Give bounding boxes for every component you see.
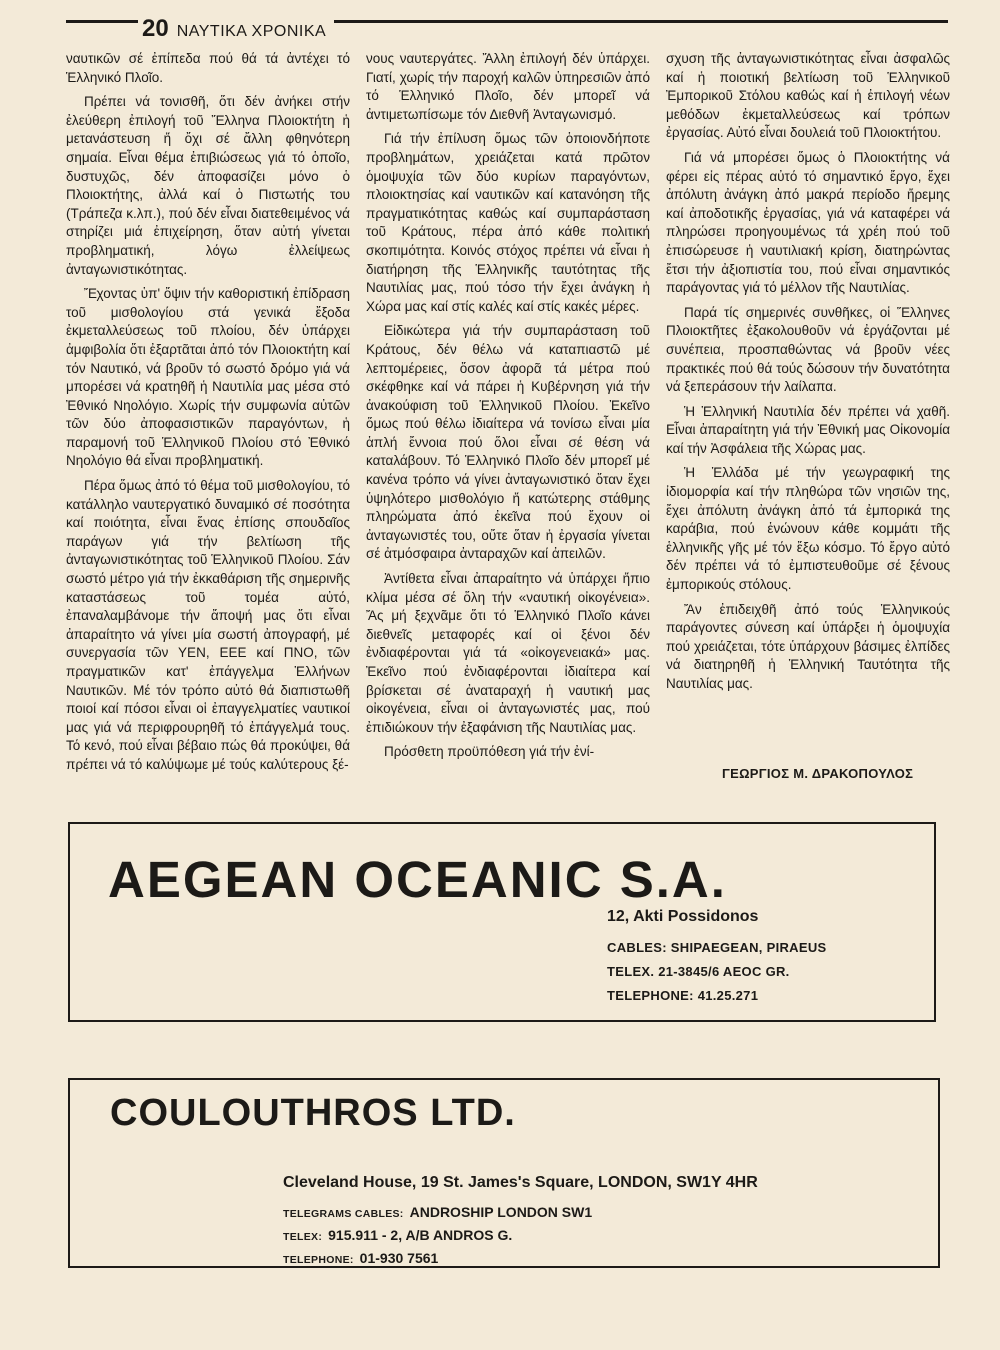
cables-line: CABLES: SHIPAEGEAN, PIRAEUS	[607, 940, 827, 955]
paragraph: Γιά νά μπορέσει ὅμως ὁ Πλοιοκτήτης νά φέρει εἰς πέρας αὐτό τό σημαντικό ἔργο, ἔχει ἀπόλυτη ἀνάγκη ἀπό μακρά περίοδο ἤρεμης καί ἀποδοτικῆς ἐργασίας, γιά νά καταφέρει νά πληρώσει προηγουμένως τά χρέη πού τοῦ ἐπισώρευσε ἡ ναυτιλιακή κρίση, διατηρώντας ἔτσι τήν ἀξιοπιστία του, πού εἶναι σημαντικός παράγοντας γιά τό μέλλον τῆς Ναυτιλίας.	[666, 149, 950, 296]
company-address: Cleveland House, 19 St. James's Square, LONDON, SW1Y 4HR	[283, 1174, 758, 1191]
advertisement-aegean-oceanic	[68, 822, 936, 1022]
telegrams-line	[283, 1204, 592, 1222]
paragraph: Ἀντίθετα εἶναι ἀπαραίτητο νά ὑπάρχει ἤπιο κλίμα μέσα σέ ὅλη τήν «ναυτική οἰκογένεια». Ἄς μή ξεχνᾶμε ὅτι τό Ἑλληνικό Πλοῖο κάνει διεθνεῖς μεταφορές καί οἱ ξένοι δέν ἐνδιαφέρονται γιά τά «οἰκογενειακά» μας. Ἐκεῖνο πού ἐνδιαφέρονται ἰδιαίτερα καί βρίσκεται σέ ἀναταραχή ἡ ναυτική μας οἰκογένεια, εἶναι οἱ ἀνταγωνιστές μας, πού ἐπιδιώκουν τήν ἐξαφάνιση τῆς Ναυτιλίας μας.	[366, 571, 650, 735]
telegrams-label: TELEGRAMS CABLES:	[283, 1208, 404, 1220]
paragraph: Γιά τήν ἐπίλυση ὅμως τῶν ὁποιονδήποτε προβλημάτων, χρειάζεται κατά πρῶτον ὁμοψυχία τῶν δύο κυρίων παραγόντων, πλοιοκτησίας καί ναυτικῶν καί κατανόηση τῆς πραγματικότητας καθώς καί συμπαράσταση τοῦ Κράτους, πέρα ἀπό κάθε πολιτική σκοπιμότητα. Κοινός στόχος πρέπει νά εἶναι ἡ διατήρηση τῆς Ἑλληνικῆς ταυτότητας τῆς Ναυτιλίας μας, πού τόσο τήν ἔχει ἀνάγκη ἡ Χώρα μας καί στίς καλές καί στίς κακές μέρες.	[366, 131, 650, 314]
paragraph: Εἰδικώτερα γιά τήν συμπαράσταση τοῦ Κράτους, δέν θέλω νά καταπιαστῶ μέ λεπτομέρειες, ὅσον ἀφορᾶ τά μέτρα πού σκέφθηκε καί νά πάρει ἡ Κυβέρνηση γιά τήν ἀνακούφιση τοῦ Ἑλληνικοῦ Πλοίου. Ἐκεῖνο ὅμως πού θέλω ἰδιαίτερα νά τονίσω εἶναι μία ἁπλή ἔννοια πού ὅλοι εἶναι σέ θέση νά καταλάβουν. Τό Ἑλληνικό Πλοῖο δέν μπορεῖ μέ κανένα τρόπο νά γίνει ἀνταγωνιστικό ὅταν ἔχει ὑψηλότερο μισθολόγιο ἤ κατώτερης στάθμης πληρώματα ἀπό ἐκεῖνα πού ἔχουν οἱ ἀνταγωνιστές του, οὔτε ὅταν ἡ ἐργασία γίνεται σέ ἀτμόσφαιρα ἀνταραχῶν καί ἀπειλῶν.	[366, 323, 650, 562]
telex-line	[283, 1227, 512, 1245]
page-number: 20	[142, 15, 169, 42]
article-column-3	[666, 50, 950, 700]
paragraph: νους ναυτεργάτες. Ἄλλη ἐπιλογή δέν ὑπάρχει. Γιατί, χωρίς τήν παροχή καλῶν ὑπηρεσιῶν ἀπό τό Ἑλληνικό Πλοῖο, δέν μπορεῖ νά ἀντιμετωπίσωμε τόν Διεθνῆ Ἀνταγωνισμό.	[366, 51, 650, 122]
header-label	[138, 14, 334, 44]
paragraph: Ἔχοντας ὑπ' ὄψιν τήν καθοριστική ἐπίδραση τοῦ μισθολογίου στά γενικά ἔξοδα ἐκμεταλλεύσεως τοῦ πλοίου, δέν ὑπάρχει ἀμφιβολία ὅτι ἐξαρτᾶται ἀπό τόν Πλοιοκτήτη καί τόν Ναυτικό, νά βροῦν τό σωστό δρόμο γιά νά μπορέσει νά κρατηθῆ ἡ Ναυτιλία μας μέσα στό Ἐθνικό Νηολόγιο. Χωρίς τήν συμφωνία αὐτῶν τῶν δύο ἀποφασιστικῶν παραγόντων, ἡ παραμονή τοῦ Ἑλληνικοῦ Πλοίου στό Ἐθνικό Νηολόγιο θά εἶναι προβληματική.	[66, 286, 350, 469]
telex-value: 915.911 - 2, A/B ANDROS G.	[328, 1227, 513, 1243]
paragraph: ναυτικῶν σέ ἐπίπεδα πού θά τά ἀντέχει τό Ἑλληνικό Πλοῖο.	[66, 51, 350, 85]
telex-line: TELEX. 21-3845/6 AEOC GR.	[607, 964, 790, 979]
telex-label: TELEX:	[283, 1231, 323, 1243]
company-name: AEGEAN OCEANIC S.A.	[108, 851, 727, 908]
telegrams-value: ANDROSHIP LONDON SW1	[409, 1204, 593, 1220]
paragraph: Πρόσθετη προϋπόθεση γιά τήν ἐνί-	[384, 744, 595, 760]
telephone-line	[283, 1250, 438, 1268]
paragraph: σχυση τῆς ἀνταγωνιστικότητας εἶναι ἀσφαλῶς καί ἡ ποιοτική βελτίωση τοῦ Ἑλληνικοῦ Ἐμπορικοῦ Στόλου καθώς καί ἡ ἐπιλογή νέων μεθόδων ἐκμεταλλεύσεως καί τρόπων ἐργασίας. Αὐτό εἶναι δουλειά τοῦ Πλοιοκτήτου.	[666, 51, 950, 141]
telephone-line: TELEPHONE: 41.25.271	[607, 988, 759, 1003]
paragraph: Ἡ Ἑλλάδα μέ τήν γεωγραφική της ἰδιομορφία καί τήν πληθώρα τῶν νησιῶν της, ἔχει ἀπόλυτη ἀνάγκη ἀπό τά ἐμπορικά της καράβια, πού ἑνώνουν κάθε κομμάτι τῆς ἑλληνικῆς γῆς μέ τόν ἔξω κόσμο. Τό ἔργο αὐτό δέν πρέπει νά τό ἐμπιστευθοῦμε σέ ξένους ἐμπορικούς στόλους.	[666, 465, 950, 593]
company-address: 12, Akti Possidonos	[607, 908, 759, 925]
paragraph: Παρά τίς σημερινές συνθῆκες, οἱ Ἕλληνες Πλοιοκτῆτες ἐξακολουθοῦν νά ἐργάζονται μέ συνέπεια, προσπαθώντας νά βροῦν νέες πρακτικές πού θά τούς δώσουν τήν δυνατότητα νά ξεπεράσουν τήν λαίλαπα.	[666, 304, 950, 395]
paragraph: Πρέπει νά τονισθῆ, ὅτι δέν ἀνήκει στήν ἐλεύθερη ἐπιλογή τοῦ Ἕλληνα Πλοιοκτήτη ἡ μετανάστευση ἤ ὄχι σέ ἄλλη φθηνότερη σημαία. Εἶναι θέμα ἐπιβιώσεως γιά τό ὁποῖο, δυστυχῶς, δέν ἀποφασίζει μόνο ὁ Πλοιοκτήτης, ἀλλά καί ὁ Πιστωτής του (Τράπεζα κ.λπ.), πού δέν εἶναι διατεθειμένος νά στηρίζει μιά ἐπιχείρηση, ὅταν αὐτή γίνεται προβληματική, λόγω ἐλλείψεως ἀνταγωνιστικότητας.	[66, 94, 350, 277]
company-name: COULOUTHROS LTD.	[110, 1092, 516, 1134]
paragraph: Ἡ Ἑλληνική Ναυτιλία δέν πρέπει νά χαθῆ. Εἶναι ἀπαραίτητη γιά τήν Ἐθνική μας Οἰκονομία καί τήν Ἀσφάλεια τῆς Χώρας μας.	[666, 403, 950, 456]
publication-title: ΝΑΥΤΙΚΑ ΧΡΟΝΙΚΑ	[176, 23, 327, 40]
article-column-2	[366, 50, 650, 768]
article-column-1	[66, 50, 350, 781]
author-signature: ΓΕΩΡΓΙΟΣ Μ. ΔΡΑΚΟΠΟΥΛΟΣ	[722, 766, 914, 781]
telephone-label: TELEPHONE:	[283, 1254, 354, 1266]
page-header	[66, 14, 948, 44]
paragraph: Πέρα ὅμως ἀπό τό θέμα τοῦ μισθολογίου, τό κατάλληλο ναυτεργατικό δυναμικό σέ ποσότητα καί ποιότητα, εἶναι ἕνας ἐπίσης σπουδαῖος παράγων γιά τήν βελτίωση τῆς ἀνταγωνιστικότητας τοῦ Ἑλληνικοῦ Πλοίου. Σάν σωστό μέτρο γιά τήν ἐκκαθάριση τῆς σημερινῆς καταστάσεως τοῦ τομέα αὐτό, ἐπαναλαμβάνομε τήν ἄποψή μας ὅτι εἶναι ἀπαραίτητο νά γίνει μία σωστή ἀπογραφή, μέ συνεργασία τῶν ΥΕΝ, ΕΕΕ καί ΠΝΟ, τῶν πραγματικῶν κατ' ἐπάγγελμα Ἑλλήνων Ναυτικῶν. Μέ τόν τρόπο αὐτό θά διαπιστωθῆ ποιοί καί πόσοι εἶναι οἱ ἐπαγγελματίες ναυτικοί μας γιά νά περιφρουρηθῆ τό ἐπάγγελμά τους. Τό κενό, πού εἶναι βέβαιο πώς θά προκύψει, θά πρέπει νά τό καλύψωμε μέ τούς καλύτερους ξέ-	[66, 478, 350, 772]
advertisement-coulouthros	[68, 1078, 940, 1268]
article-body	[66, 50, 950, 810]
paragraph: Ἄν ἐπιδειχθῆ ἀπό τούς Ἑλληνικούς παράγοντες σύνεση καί ὑπάρξει ἡ ὁμοψυχία πού χρειάζεται, τότε ὑπάρχουν βάσιμες ἐλπίδες νά διατηρηθῆ ἡ Ἑλληνική Ταυτότητα τῆς Ναυτιλίας μας.	[666, 601, 950, 691]
telephone-value: 01-930 7561	[359, 1250, 439, 1266]
